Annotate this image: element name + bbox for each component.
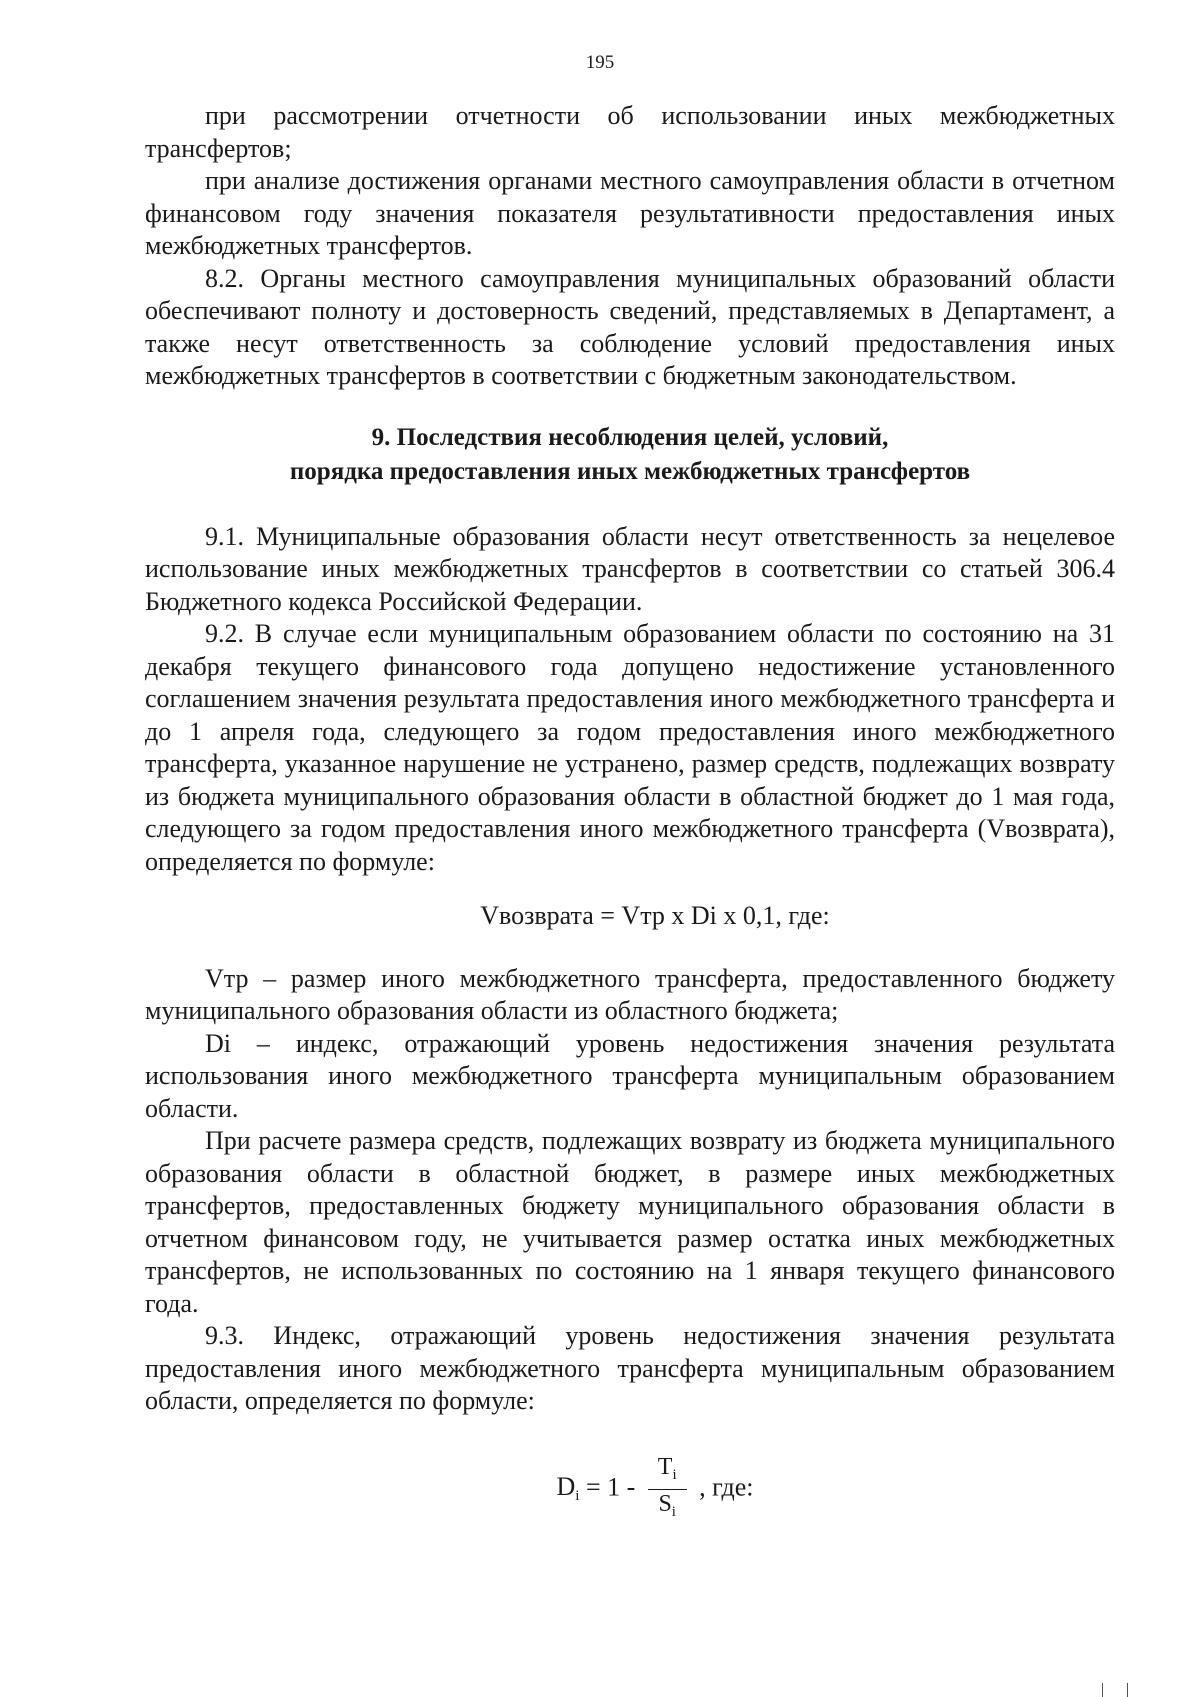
definition-di: Di – индекс, отражающий уровень недостижения значения результата использования иного межбюджетного трансферта муниципальным образованием области. [145,1028,1115,1123]
paragraph-9-1: 9.1. Муниципальные образования области несут ответственность за нецелевое использование иных межбюджетных трансфертов в соответствии со статьей 306.4 Бюджетного кодекса Российской Федерации. [145,521,1115,616]
section-heading [145,421,1115,489]
formula-eq-prefix: = 1 - [585,1471,636,1501]
formula-numerator: $T_i$ [648,1454,687,1490]
formula-suffix: , где: [699,1471,754,1501]
document-body [145,100,1115,1525]
formula-denominator: $S_i$ [658,1490,676,1520]
paragraph-analysis: при анализе достижения органами местного самоуправления области в отчетном финансовом году значения показателя результативности предоставления иных межбюджетных трансфертов. [145,166,1115,260]
scan-edge-mark [1102,1683,1128,1697]
formula-index [145,1454,1115,1525]
formula-lhs: $D_i$ [556,1471,580,1504]
paragraph-8-2: 8.2. Органы местного самоуправления муниципальных образований области обеспечивают полноту и достоверность сведений, представляемых в Департамент, а также несут ответственность за соблюдение условий предоставления иных межбюджетных трансфертов в соответствии с бюджетным законодательством. [145,263,1115,390]
section-heading-line-1: 9. Последствия несоблюдения целей, условий, [371,423,889,451]
paragraph-reporting: при рассмотрении отчетности об использовании иных межбюджетных трансфертов; [145,101,1115,163]
paragraph-9-3: 9.3. Индекс, отражающий уровень недостижения значения результата предоставления иного межбюджетного трансферта муниципальным образованием области, определяется по формуле: [145,1321,1115,1415]
formula-return-amount: Vвозврата = Vтр x Di x 0,1, где: [480,901,830,930]
definition-vtr: Vтр – размер иного межбюджетного трансферта, предоставленного бюджету муниципального образования области из областного бюджета; [145,963,1115,1025]
paragraph-9-2: 9.2. В случае если муниципальным образованием области по состоянию на 31 декабря текущего финансового года допущено недостижение установленного соглашением значения результата предоставления иного межбюджетного трансферта и до 1 апреля года, следующего за годом предоставления иного межбюджетного трансферта, указанное нарушение не устранено, размер средств, подлежащих возврату из бюджета муниципального образования области в областной бюджет до 1 мая года, следующего за годом предоставления иного межбюджетного трансферта (Vвозврата), определяется по формуле: [145,619,1115,876]
paragraph-calculation-note: При расчете размера средств, подлежащих возврату из бюджета муниципального образования области в областной бюджет, в размере иных межбюджетных трансфертов, предоставленных бюджету муниципального образования области в отчетном финансовом году, не учитывается размер остатка иных межбюджетных трансфертов, не использованных по состоянию на 1 января текущего финансового года. [145,1126,1115,1318]
formula-fraction [648,1454,687,1525]
section-heading-line-2: порядка предоставления иных межбюджетных трансфертов [289,457,971,485]
page-number: 195 [585,52,615,73]
